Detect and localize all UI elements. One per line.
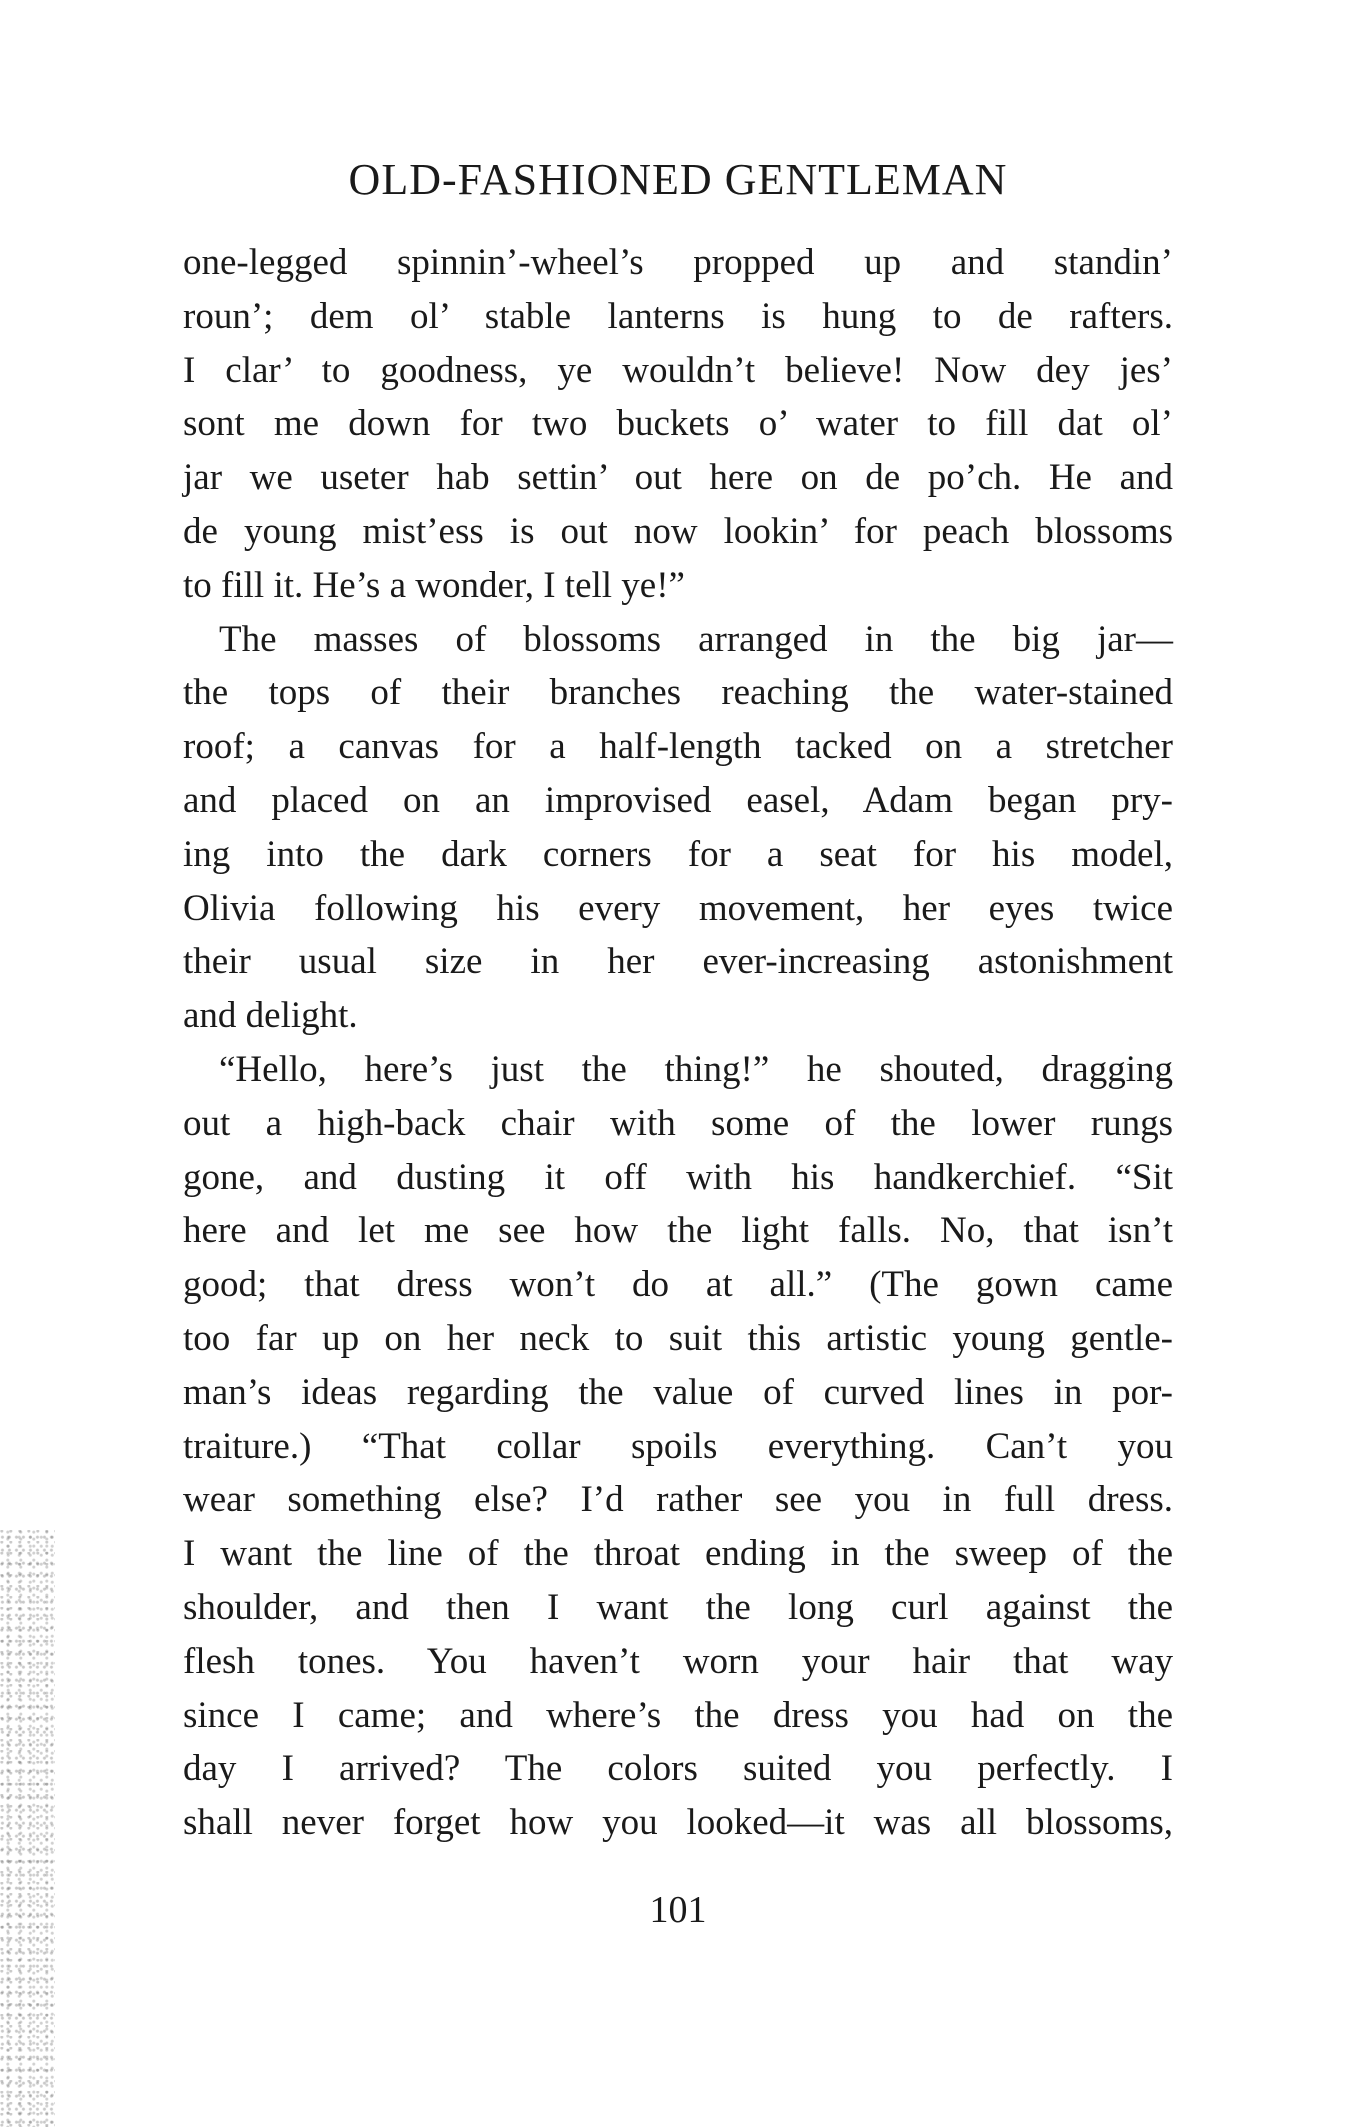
text-line: shall never forget how you looked—it was all blossoms, xyxy=(183,1802,1173,1844)
text-line: since I came; and where’s the dress you had on the xyxy=(183,1694,1173,1736)
text-line: shoulder, and then I want the long curl against the xyxy=(183,1586,1173,1628)
paragraph-3 xyxy=(183,1043,1173,1850)
text-line: day I arrived? The colors suited you perfectly. I xyxy=(183,1748,1173,1790)
text-line: and delight. xyxy=(183,995,358,1037)
text-line: roun’; dem ol’ stable lanterns is hung to de rafters. xyxy=(183,295,1173,337)
text-line: Olivia following his every movement, her eyes twice xyxy=(183,887,1173,929)
text-line: one-legged spinnin’-wheel’s propped up and standin’ xyxy=(183,242,1173,283)
paragraph-1 xyxy=(183,236,1173,613)
text-line: their usual size in her ever-increasing astonishment xyxy=(183,941,1173,983)
text-line: flesh tones. You haven’t worn your hair that way xyxy=(183,1640,1173,1682)
body-text xyxy=(183,236,1173,1850)
text-line: I want the line of the throat ending in the sweep of the xyxy=(183,1533,1173,1575)
text-line: “Hello, here’s just the thing!” he shouted, dragging xyxy=(219,1048,1173,1090)
text-line: sont me down for two buckets o’ water to fill dat ol’ xyxy=(183,403,1173,445)
text-line: de young mist’ess is out now lookin’ for peach blossoms xyxy=(183,510,1173,552)
text-line: I clar’ to goodness, ye wouldn’t believe! Now dey jes’ xyxy=(183,349,1173,391)
page-number: 101 xyxy=(649,1889,707,1931)
text-line: ing into the dark corners for a seat for his model, xyxy=(183,833,1173,875)
text-line: good; that dress won’t do at all.” (The gown came xyxy=(183,1264,1173,1306)
paragraph-2 xyxy=(183,613,1173,1043)
text-line: traiture.) “That collar spoils everything. Can’t you xyxy=(183,1425,1173,1467)
text-line: to fill it. He’s a wonder, I tell ye!” xyxy=(183,564,685,606)
running-head: OLD-FASHIONED GENTLEMAN xyxy=(348,155,1008,204)
text-line: gone, and dusting it off with his handkerchief. “Sit xyxy=(183,1156,1173,1198)
text-line: man’s ideas regarding the value of curved lines in por- xyxy=(183,1371,1173,1413)
text-line: jar we useter hab settin’ out here on de po’ch. He and xyxy=(183,457,1173,499)
text-line: roof; a canvas for a half-length tacked on a stretcher xyxy=(183,726,1173,768)
text-line: too far up on her neck to suit this artistic young gentle- xyxy=(183,1317,1173,1359)
text-line: and placed on an improvised easel, Adam began pry- xyxy=(183,779,1173,821)
page-edge-texture xyxy=(0,1530,55,2127)
text-line: wear something else? I’d rather see you in full dress. xyxy=(183,1479,1173,1521)
text-line: out a high-back chair with some of the lower rungs xyxy=(183,1102,1173,1144)
text-line: here and let me see how the light falls. No, that isn’t xyxy=(183,1210,1173,1252)
text-line: The masses of blossoms arranged in the big jar— xyxy=(219,618,1173,660)
text-line: the tops of their branches reaching the water-stained xyxy=(183,672,1173,714)
